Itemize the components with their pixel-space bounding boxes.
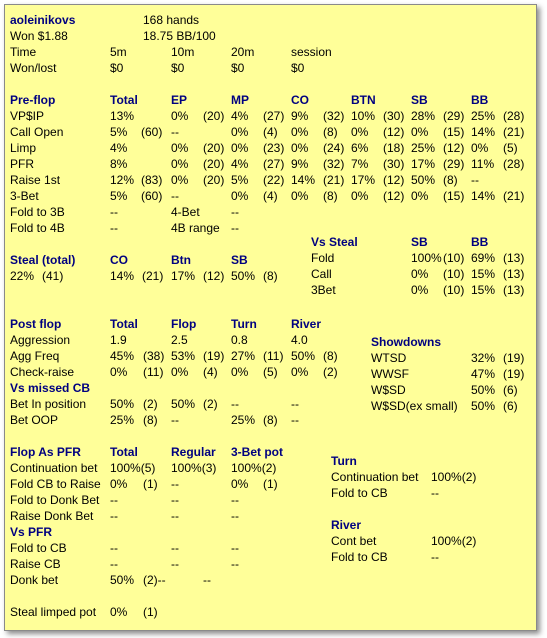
cell: -- xyxy=(291,413,299,427)
cell: 22% xyxy=(10,269,35,283)
row-label: Raise CB xyxy=(10,557,61,571)
cell: 4.0 xyxy=(291,333,308,347)
row-label: Aggression xyxy=(10,333,71,347)
postflop-col-flop: Flop xyxy=(171,317,197,331)
wonlost-label: Won/lost xyxy=(10,61,57,75)
cell: 100% xyxy=(411,251,442,265)
steal-limped-value: 0% xyxy=(110,605,128,619)
cell: (15) xyxy=(443,125,465,139)
cell: 0% xyxy=(291,365,309,379)
preflop-col-mp: MP xyxy=(231,93,249,107)
time-session: session xyxy=(291,45,332,59)
cell: 17% xyxy=(171,269,196,283)
preflop-col-sb: SB xyxy=(411,93,428,107)
flop-pfr-col-total: Total xyxy=(110,445,138,459)
cell: (4) xyxy=(263,125,278,139)
time-label: Time xyxy=(10,45,37,59)
cell: 12% xyxy=(110,173,135,187)
flop-pfr-col-regular: Regular xyxy=(171,445,216,459)
turn-foldcb-value: -- xyxy=(431,486,439,500)
cell: 0% xyxy=(411,267,429,281)
cell: (8) xyxy=(143,413,158,427)
flop-as-pfr-title: Flop As PFR xyxy=(10,445,81,459)
showdowns-title: Showdowns xyxy=(371,335,441,349)
preflop-title: Pre-flop xyxy=(10,93,56,107)
cell: 17% xyxy=(411,157,436,171)
cell: 50% xyxy=(411,173,436,187)
row-label: Fold to Donk Bet xyxy=(10,493,100,507)
fold-4b-label: Fold to 4B xyxy=(10,221,65,235)
row-label: VP$IP xyxy=(10,109,45,123)
fold-3b-value: -- xyxy=(110,205,118,219)
cell: 7% xyxy=(351,157,369,171)
cell: 47% xyxy=(471,367,496,381)
cell: -- xyxy=(471,173,479,187)
cell: 0% xyxy=(411,189,429,203)
cell: (1) xyxy=(143,477,158,491)
cell: 0% xyxy=(171,365,189,379)
flop-pfr-col-3bet: 3-Bet pot xyxy=(231,445,283,459)
cell: (19) xyxy=(503,351,525,365)
cell: 6% xyxy=(351,141,369,155)
cell: (20) xyxy=(203,173,225,187)
cell: -- xyxy=(231,541,239,555)
cell: (29) xyxy=(443,109,465,123)
steal-total-title: Steal (total) xyxy=(10,253,76,267)
cell: 0% xyxy=(291,141,309,155)
cell: (8) xyxy=(323,125,338,139)
cell: (13) xyxy=(503,283,525,297)
cell: (11) xyxy=(263,349,284,363)
cell: 50% xyxy=(471,383,496,397)
cell: 4% xyxy=(110,141,128,155)
row-label: Check-raise xyxy=(10,365,75,379)
river-title: River xyxy=(331,518,362,532)
row-label: W$SD(ex small) xyxy=(371,399,458,413)
cell: 0% xyxy=(291,125,309,139)
cell: (21) xyxy=(323,173,345,187)
cell: 53% xyxy=(171,349,196,363)
preflop-col-co: CO xyxy=(291,93,309,107)
cell: (18) xyxy=(383,141,405,155)
cell: (60) xyxy=(141,125,163,139)
cell: 25% xyxy=(471,109,496,123)
cell: 28% xyxy=(411,109,436,123)
cell: 0% xyxy=(411,125,429,139)
cell: (10) xyxy=(443,267,465,281)
cell: (20) xyxy=(203,109,225,123)
cell: 14% xyxy=(291,173,316,187)
row-label: PFR xyxy=(10,157,34,171)
row-label: Agg Freq xyxy=(10,349,60,363)
cell: (5) xyxy=(503,141,518,155)
time-5m: 5m xyxy=(110,45,127,59)
row-label: Call xyxy=(311,267,332,281)
vs-steal-title: Vs Steal xyxy=(311,235,358,249)
wonlost-20m: $0 xyxy=(231,61,245,75)
cell: 100%(3) xyxy=(171,461,217,475)
cell: (22) xyxy=(263,173,285,187)
vs-missed-cb-title: Vs missed CB xyxy=(10,381,91,395)
cell: 0% xyxy=(110,477,128,491)
cell: (32) xyxy=(323,109,345,123)
cell: 25% xyxy=(231,413,256,427)
4b-range-label: 4B range xyxy=(171,221,220,235)
cell: 32% xyxy=(471,351,496,365)
cell: -- xyxy=(171,509,179,523)
cell: 13% xyxy=(110,109,135,123)
cell: 17% xyxy=(351,173,376,187)
postflop-title: Post flop xyxy=(10,317,62,331)
cell: -- xyxy=(171,493,179,507)
cell: 50% xyxy=(231,269,256,283)
cell: 0% xyxy=(110,365,128,379)
preflop-col-bb: BB xyxy=(471,93,489,107)
cell: (32) xyxy=(323,157,345,171)
cell: 45% xyxy=(110,349,135,363)
cell: (29) xyxy=(443,157,465,171)
cell: 11% xyxy=(471,157,495,171)
cell: 4% xyxy=(231,157,249,171)
cell: -- xyxy=(171,189,179,203)
cell: (12) xyxy=(203,269,225,283)
row-label: Raise 1st xyxy=(10,173,61,187)
cell: -- xyxy=(171,477,179,491)
cell: (83) xyxy=(141,173,163,187)
row-label: Fold to CB xyxy=(10,541,67,555)
player-name[interactable]: aoleinikovs xyxy=(10,13,76,27)
cell: 5% xyxy=(231,173,249,187)
cell: 0% xyxy=(411,283,429,297)
row-label: Continuation bet xyxy=(10,461,98,475)
cell: (6) xyxy=(503,399,518,413)
cell: 0% xyxy=(231,189,249,203)
postflop-col-total: Total xyxy=(110,317,138,331)
cell: 0% xyxy=(171,157,189,171)
vs-steal-col-bb: BB xyxy=(471,235,489,249)
cell: (13) xyxy=(503,267,525,281)
steal-limped-count: (1) xyxy=(143,605,158,619)
cell: (2) xyxy=(323,365,338,379)
cell: (23) xyxy=(263,141,285,155)
cell: (30) xyxy=(383,157,405,171)
fold-4b-value: -- xyxy=(110,221,118,235)
fold-3b-label: Fold to 3B xyxy=(10,205,65,219)
row-label: 3Bet xyxy=(311,283,336,297)
cell: 0% xyxy=(231,477,249,491)
cell: (12) xyxy=(383,125,405,139)
preflop-col-btn: BTN xyxy=(351,93,376,107)
row-label: W$SD xyxy=(371,383,406,397)
time-10m: 10m xyxy=(171,45,195,59)
cell: (2)-- xyxy=(143,573,166,587)
cell: (41) xyxy=(42,269,64,283)
cell: 9% xyxy=(291,157,309,171)
cell: (20) xyxy=(203,157,225,171)
time-20m: 20m xyxy=(231,45,255,59)
cell: (30) xyxy=(383,109,405,123)
row-label: WWSF xyxy=(371,367,409,381)
cell: (21) xyxy=(503,189,525,203)
cell: 0% xyxy=(291,189,309,203)
cell: (8) xyxy=(323,349,338,363)
river-foldcb-value: -- xyxy=(431,550,439,564)
row-label: 3-Bet xyxy=(10,189,39,203)
wonlost-session: $0 xyxy=(291,61,305,75)
cell: 0% xyxy=(231,365,249,379)
cell: 8% xyxy=(110,157,128,171)
cell: 4% xyxy=(231,109,249,123)
cell: 2.5 xyxy=(171,333,188,347)
row-label: Donk bet xyxy=(10,573,59,587)
cell: (8) xyxy=(263,269,278,283)
cell: (28) xyxy=(503,157,525,171)
cell: -- xyxy=(291,397,299,411)
vs-steal-col-sb: SB xyxy=(411,235,428,249)
cell: -- xyxy=(171,541,179,555)
river-cbet-label: Cont bet xyxy=(331,534,377,548)
cell: -- xyxy=(171,413,179,427)
cell: 0% xyxy=(351,189,369,203)
cell: -- xyxy=(110,557,118,571)
cell: -- xyxy=(110,509,118,523)
4bet-value: -- xyxy=(231,205,239,219)
cell: 0% xyxy=(231,141,249,155)
bb-per-100: 18.75 BB/100 xyxy=(143,29,216,43)
hands-count: 168 hands xyxy=(143,13,200,27)
row-label: Fold xyxy=(311,251,335,265)
cell: (12) xyxy=(383,189,405,203)
cell: (27) xyxy=(263,157,285,171)
cell: (2) xyxy=(203,397,218,411)
cell: 0.8 xyxy=(231,333,248,347)
row-label: Limp xyxy=(10,141,37,155)
steal-col-co: CO xyxy=(110,253,128,267)
cell: (8) xyxy=(323,189,338,203)
cell: -- xyxy=(203,573,211,587)
cell: -- xyxy=(231,397,239,411)
cell: 0% xyxy=(231,125,249,139)
steal-col-sb: SB xyxy=(231,253,248,267)
cell: (4) xyxy=(263,189,278,203)
cell: -- xyxy=(231,509,239,523)
cell: (12) xyxy=(443,141,465,155)
cell: (20) xyxy=(203,141,225,155)
row-label: Raise Donk Bet xyxy=(10,509,94,523)
cell: 50% xyxy=(291,349,316,363)
river-foldcb-label: Fold to CB xyxy=(331,550,388,564)
cell: (6) xyxy=(503,383,518,397)
preflop-col-total: Total xyxy=(110,93,138,107)
cell: 69% xyxy=(471,251,496,265)
cell: (10) xyxy=(443,251,465,265)
cell: (19) xyxy=(503,367,525,381)
cell: 1.9 xyxy=(110,333,127,347)
cell: -- xyxy=(171,125,179,139)
cell: (13) xyxy=(503,251,525,265)
cell: (15) xyxy=(443,189,465,203)
turn-cbet-label: Continuation bet xyxy=(331,470,419,484)
cell: 14% xyxy=(110,269,135,283)
row-label: Call Open xyxy=(10,125,64,139)
turn-cbet-value: 100%(2) xyxy=(431,470,477,484)
cell: (11) xyxy=(143,365,164,379)
preflop-col-ep: EP xyxy=(171,93,188,107)
steal-limped-label: Steal limped pot xyxy=(10,605,97,619)
cell: 25% xyxy=(411,141,436,155)
cell: (24) xyxy=(323,141,345,155)
cell: (10) xyxy=(443,283,465,297)
cell: (60) xyxy=(141,189,163,203)
row-label: WTSD xyxy=(371,351,407,365)
cell: -- xyxy=(110,493,118,507)
cell: 14% xyxy=(471,189,496,203)
cell: 100%(2) xyxy=(231,461,277,475)
river-cbet-value: 100%(2) xyxy=(431,534,477,548)
cell: (8) xyxy=(263,413,278,427)
cell: 15% xyxy=(471,283,496,297)
4b-range-value: -- xyxy=(231,221,239,235)
cell: (21) xyxy=(503,125,525,139)
cell: 25% xyxy=(110,413,135,427)
wonlost-5m: $0 xyxy=(110,61,124,75)
cell: 0% xyxy=(171,109,189,123)
vs-pfr-title: Vs PFR xyxy=(10,525,53,539)
cell: 0% xyxy=(171,173,189,187)
cell: (5) xyxy=(263,365,278,379)
won-amount: Won $1.88 xyxy=(10,29,68,43)
cell: 5% xyxy=(110,125,128,139)
steal-col-btn: Btn xyxy=(171,253,191,267)
cell: 10% xyxy=(351,109,376,123)
postflop-col-turn: Turn xyxy=(231,317,257,331)
row-label: Bet OOP xyxy=(10,413,59,427)
cell: (19) xyxy=(203,349,225,363)
cell: 0% xyxy=(351,125,369,139)
cell: 9% xyxy=(291,109,309,123)
cell: 50% xyxy=(110,573,135,587)
cell: (28) xyxy=(503,109,525,123)
cell: 15% xyxy=(471,267,496,281)
cell: 50% xyxy=(171,397,196,411)
cell: -- xyxy=(231,493,239,507)
cell: 50% xyxy=(110,397,135,411)
postflop-col-river: River xyxy=(291,317,322,331)
row-label: Fold CB to Raise xyxy=(10,477,101,491)
cell: -- xyxy=(231,557,239,571)
cell: (2) xyxy=(143,397,158,411)
cell: 0% xyxy=(171,141,189,155)
cell: (8) xyxy=(443,173,458,187)
cell: -- xyxy=(171,557,179,571)
cell: (38) xyxy=(143,349,165,363)
turn-foldcb-label: Fold to CB xyxy=(331,486,388,500)
cell: 100%(5) xyxy=(110,461,156,475)
cell: (1) xyxy=(263,477,278,491)
wonlost-10m: $0 xyxy=(171,61,185,75)
cell: (4) xyxy=(203,365,218,379)
cell: 14% xyxy=(471,125,496,139)
cell: -- xyxy=(110,541,118,555)
cell: 27% xyxy=(231,349,256,363)
cell: (27) xyxy=(263,109,285,123)
cell: (21) xyxy=(142,269,164,283)
cell: 5% xyxy=(110,189,128,203)
cell: (12) xyxy=(383,173,405,187)
cell: 0% xyxy=(471,141,489,155)
cell: 50% xyxy=(471,399,496,413)
row-label: Bet In position xyxy=(10,397,87,411)
4bet-label: 4-Bet xyxy=(171,205,200,219)
turn-title: Turn xyxy=(331,454,357,468)
